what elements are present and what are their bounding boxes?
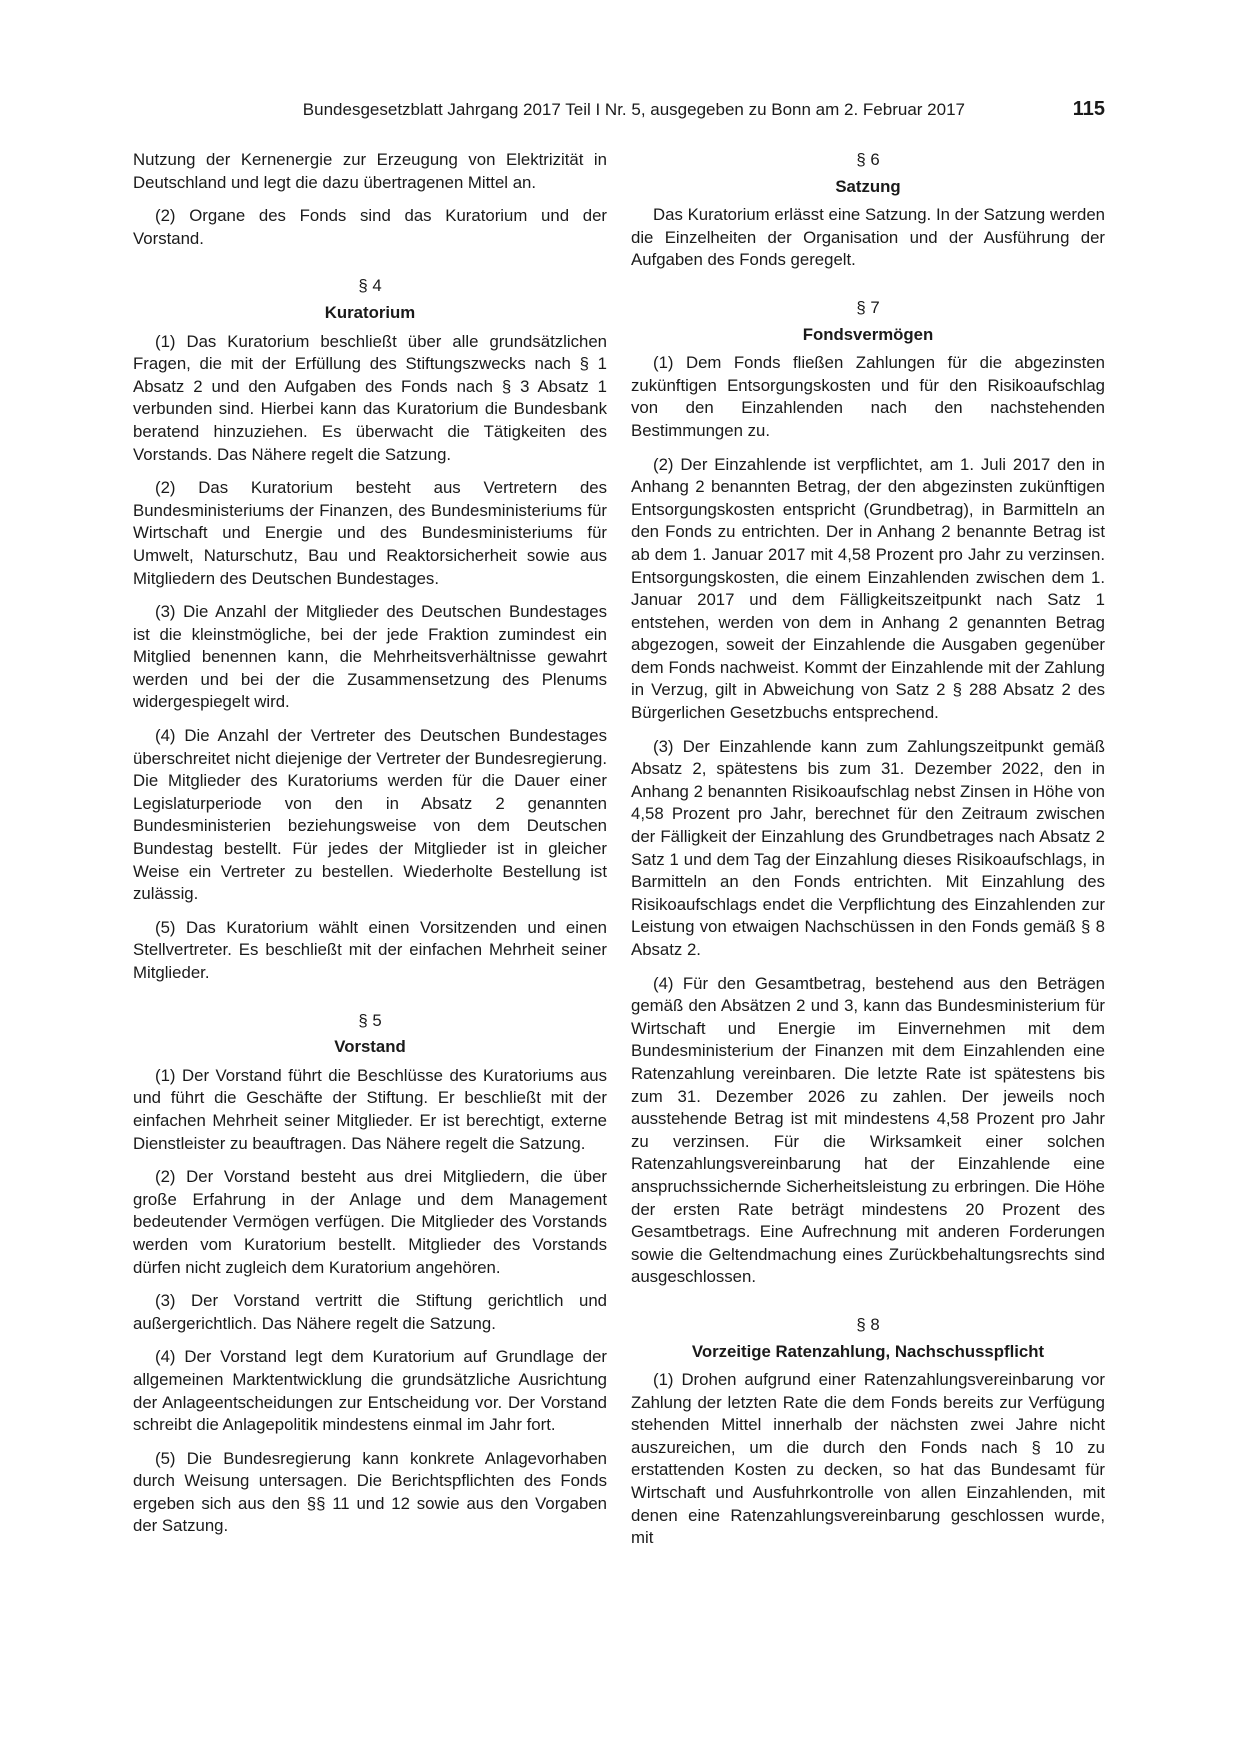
section-6-number: § 6 (856, 150, 880, 169)
section-8-title: Vorzeitige Ratenzahlung, Nachschusspflicht (691, 1341, 1045, 1361)
intro-paragraph-2: (2) Organe des Fonds sind das Kuratorium und der Vorstand. (133, 206, 607, 248)
running-head: Bundesgesetzblatt Jahrgang 2017 Teil I Nr. 5, ausgegeben zu Bonn am 2. Februar 2017 (302, 100, 965, 119)
section-4-number: § 4 (358, 276, 382, 296)
section-5-title: Vorstand (334, 1037, 406, 1057)
section-7-title: Fondsvermögen (802, 324, 934, 344)
section-5-para-4: (4) Der Vorstand legt dem Kuratorium auf Grundlage der allgemeinen Marktentwicklung die grundsätzliche Ausrichtung der Anlageentscheidungen zur Entscheidung vor. Der Vorstand schreibt die Anlagepolitik mindestens einmal im Jahr fort. (133, 1347, 607, 1435)
section-7-para-4: (4) Für den Gesamtbetrag, bestehend aus den Beträgen gemäß den Absätzen 2 und 3, kann das Bundesministerium für Wirtschaft und Energie im Einvernehmen mit dem Bundesministerium der Finanzen mit dem Einzahlenden eine Ratenzahlung vereinbaren. Die letzte Rate ist spätestens bis zum 31. Dezember 2026 zu zahlen. Der jeweils noch ausstehende Betrag ist mit mindestens 4,58 Prozent pro Jahr zu verzinsen. Für die Wirksamkeit einer solchen Ratenzahlungsvereinbarung hat der Einzahlende eine anspruchssichernde Sicherheitsleistung zu erbringen. Die Höhe der ersten Rate beträgt mindestens 20 Prozent des Gesamtbetrags. Eine Aufrechnung mit anderen Forderungen sowie die Geltendmachung eines Zurückbehaltungsrechts sind ausgeschlossen. (631, 973, 1105, 1287)
section-4-title: Kuratorium (324, 302, 416, 322)
section-6-para-1: Das Kuratorium erlässt eine Satzung. In der Satzung werden die Einzelheiten der Organisation und der Ausführung der Aufgaben des Fonds geregelt. (631, 205, 1105, 270)
section-7-para-1: (1) Dem Fonds fließen Zahlungen für die abgezinsten zukünftigen Entsorgungskosten und für den Risikoaufschlag von den Einzahlenden nach den nachstehenden Bestimmungen zu. (631, 353, 1105, 440)
section-4-para-1: (1) Das Kuratorium beschließt über alle grundsätzlichen Fragen, die mit der Erfüllung des Stiftungszwecks nach § 1 Absatz 2 und den Aufgaben des Fonds nach § 3 Absatz 1 verbunden sind. Hierbei kann das Kuratorium die Bundesbank beratend hinzuziehen. Es überwacht die Tätigkeiten des Vorstands. Das Nähere regelt die Satzung. (133, 331, 607, 464)
section-7-number: § 7 (856, 297, 880, 317)
page-number: 115 (1072, 98, 1105, 120)
page-header (133, 100, 1105, 124)
left-column (133, 149, 607, 1549)
section-4-para-4: (4) Die Anzahl der Vertreter des Deutschen Bundestages überschreitet nicht diejenige der Vertreter der Bundesregierung. Die Mitglieder des Kuratoriums werden für die Dauer einer Legislaturperiode von den in Absatz 2 genannten Bundesministerien beziehungsweise von dem Deutschen Bundestag bestellt. Für jedes der Mitglieder ist in gleicher Weise ein Vertreter zu bestellen. Wiederholte Bestellung ist zulässig. (133, 726, 607, 904)
section-5-para-3: (3) Der Vorstand vertritt die Stiftung gerichtlich und außergerichtlich. Das Nähere regelt die Satzung. (133, 1291, 607, 1333)
section-4-para-3: (3) Die Anzahl der Mitglieder des Deutschen Bundestages ist die kleinstmögliche, bei der jede Fraktion zumindest ein Mitglied benennen kann, die Mehrheitsverhältnisse gewahrt werden und bei der die Zusammensetzung des Plenums widergespiegelt wird. (133, 602, 607, 712)
section-7-para-3: (3) Der Einzahlende kann zum Zahlungszeitpunkt gemäß Absatz 2, spätestens bis zum 31. Dezember 2022, den in Anhang 2 benannten Risikoaufschlag nebst Zinsen in Höhe von 4,58 Prozent pro Jahr, berechnet für den Zeitraum zwischen der Fälligkeit der Einzahlung des Grundbetrages nach Absatz 2 Satz 1 und dem Tag der Einzahlung dieses Risikoaufschlags, in Barmitteln an den Fonds entrichten. Mit Einzahlung des Risikoaufschlags endet die Verpflichtung des Einzahlenden zur Leistung von etwaigen Nachschüssen in den Fonds gemäß § 8 Absatz 2. (631, 736, 1105, 959)
section-8-para-1: (1) Drohen aufgrund einer Ratenzahlungsvereinbarung vor Zahlung der letzten Rate die dem Fonds bereits zur Verfügung stehenden Mittel innerhalb der nächsten zwei Jahre nicht auszureichen, um die durch den Fonds nach § 10 zu erstattenden Kosten zu decken, so hat das Bundesamt für Wirtschaft und Ausfuhrkontrolle von allen Einzahlenden, mit denen eine Ratenzahlungsvereinbarung geschlossen wurde, mit (631, 1370, 1105, 1548)
section-6-title: Satzung (835, 176, 901, 196)
intro-paragraph: Nutzung der Kernenergie zur Erzeugung von Elektrizität in Deutschland und legt die dazu übertragenen Mittel an. (133, 150, 607, 192)
section-5-number: § 5 (358, 1010, 382, 1030)
section-5-para-1: (1) Der Vorstand führt die Beschlüsse des Kuratoriums aus und führt die Geschäfte der Stiftung. Er beschließt mit der einfachen Mehrheit seiner Mitglieder. Er ist berechtigt, externe Dienstleister zu beauftragen. Das Nähere regelt die Satzung. (133, 1065, 607, 1153)
right-column (631, 149, 1105, 1561)
section-7-para-2: (2) Der Einzahlende ist verpflichtet, am 1. Juli 2017 den in Anhang 2 benannten Betrag, der den abgezinsten zukünftigen Entsorgungskosten entspricht (Grundbetrag), in Barmitteln an den Fonds zu entrichten. Der in Anhang 2 benannte Betrag ist ab dem 1. Januar 2017 mit 4,58 Prozent pro Jahr zu verzinsen. Entsorgungskosten, die einem Einzahlenden zwischen dem 1. Januar 2017 und dem Fälligkeitszeitpunkt nach Satz 1 entstehen, werden von dem in Anhang 2 genannten Betrag abgezogen, soweit der Einzahlende die Ausgaben gegenüber dem Fonds nachweist. Kommt der Einzahlende mit der Zahlung in Verzug, gilt in Abweichung von Satz 2 § 288 Absatz 2 des Bürgerlichen Gesetzbuchs entsprechend. (631, 454, 1105, 723)
section-8-number: § 8 (856, 1314, 880, 1334)
section-4-para-5: (5) Das Kuratorium wählt einen Vorsitzenden und einen Stellvertreter. Es beschließt mit der einfachen Mehrheit seiner Mitglieder. (133, 917, 607, 982)
section-5-para-2: (2) Der Vorstand besteht aus drei Mitgliedern, die über große Erfahrung in der Anlage und dem Management bedeutender Vermögen verfügen. Die Mitglieder des Vorstands werden vom Kuratorium bestellt. Mitglieder des Vorstands dürfen nicht zugleich dem Kuratorium angehören. (133, 1167, 607, 1277)
section-4-para-2: (2) Das Kuratorium besteht aus Vertretern des Bundesministeriums der Finanzen, des Bundesministeriums für Wirtschaft und Energie und des Bundesministeriums für Umwelt, Naturschutz, Bau und Reaktorsicherheit sowie aus Mitgliedern des Deutschen Bundestages. (133, 478, 607, 588)
section-5-para-5: (5) Die Bundesregierung kann konkrete Anlagevorhaben durch Weisung untersagen. Die Berichtspflichten des Fonds ergeben sich aus den §§ 11 und 12 sowie aus den Vorgaben der Satzung. (133, 1448, 607, 1536)
